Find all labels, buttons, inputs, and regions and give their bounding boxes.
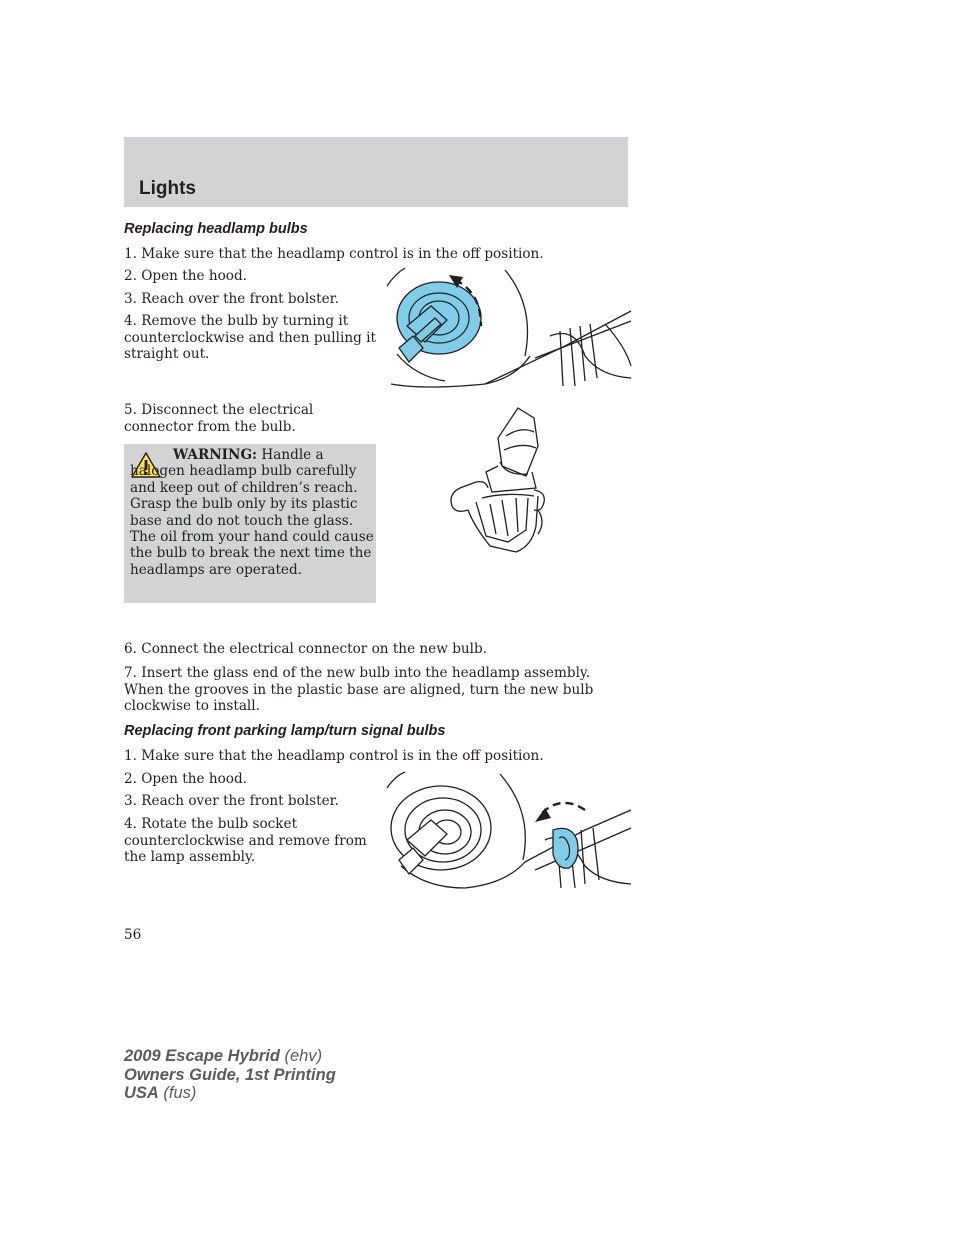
warning-text: [130, 447, 374, 578]
footer-line-2: [124, 1066, 336, 1085]
footer-market-code: (fus): [158, 1084, 197, 1102]
page-number: 56: [124, 927, 142, 943]
footer-model: 2009 Escape Hybrid: [124, 1047, 280, 1065]
headlamp-step-6: 6. Connect the electrical connector on the new bulb.: [124, 641, 488, 657]
parking-heading: Replacing front parking lamp/turn signal bulbs: [124, 723, 446, 739]
headlamp-step-7: 7. Insert the glass end of the new bulb into the headlamp assembly. When the grooves in the plastic base are aligned, turn the new bulb clockwise to install.: [124, 665, 594, 714]
headlamp-step-2: 2. Open the hood.: [124, 268, 247, 284]
section-title: Lights: [139, 178, 196, 199]
headlamp-heading: Replacing headlamp bulbs: [124, 221, 308, 237]
parking-step-3: 3. Reach over the front bolster.: [124, 793, 339, 809]
warning-label: WARNING:: [173, 447, 258, 463]
document-footer: [124, 1047, 336, 1103]
section-header-band: [124, 137, 628, 207]
headlamp-removal-illustration: [385, 266, 631, 390]
headlamp-step-5: 5. Disconnect the electrical connector from the bulb.: [124, 402, 314, 435]
footer-market: USA: [124, 1084, 159, 1102]
halogen-bulb-illustration: [446, 406, 556, 556]
headlamp-step-3: 3. Reach over the front bolster.: [124, 291, 339, 307]
footer-line-1: [124, 1047, 336, 1066]
headlamp-step-1: 1. Make sure that the headlamp control is in the off position.: [124, 246, 544, 262]
parking-step-2: 2. Open the hood.: [124, 771, 247, 787]
parking-step-4: 4. Rotate the bulb socket counterclockwise and remove from the lamp assembly.: [124, 816, 367, 865]
headlamp-step-4: 4. Remove the bulb by turning it counterclockwise and then pulling it straight out.: [124, 313, 376, 362]
footer-line-3: [124, 1084, 336, 1103]
parking-lamp-illustration: [385, 770, 631, 892]
footer-model-code: (ehv): [279, 1047, 323, 1065]
warning-body: Handle a halogen headlamp bulb carefully and keep out of children’s reach. Grasp the bulb only by its plastic base and do not touch the glass. The oil from your hand could cause the bulb to break the next time the headlamps are operated.: [130, 447, 374, 578]
footer-printing: Owners Guide, 1st Printing: [124, 1065, 336, 1084]
parking-step-1: 1. Make sure that the headlamp control is in the off position.: [124, 748, 544, 764]
